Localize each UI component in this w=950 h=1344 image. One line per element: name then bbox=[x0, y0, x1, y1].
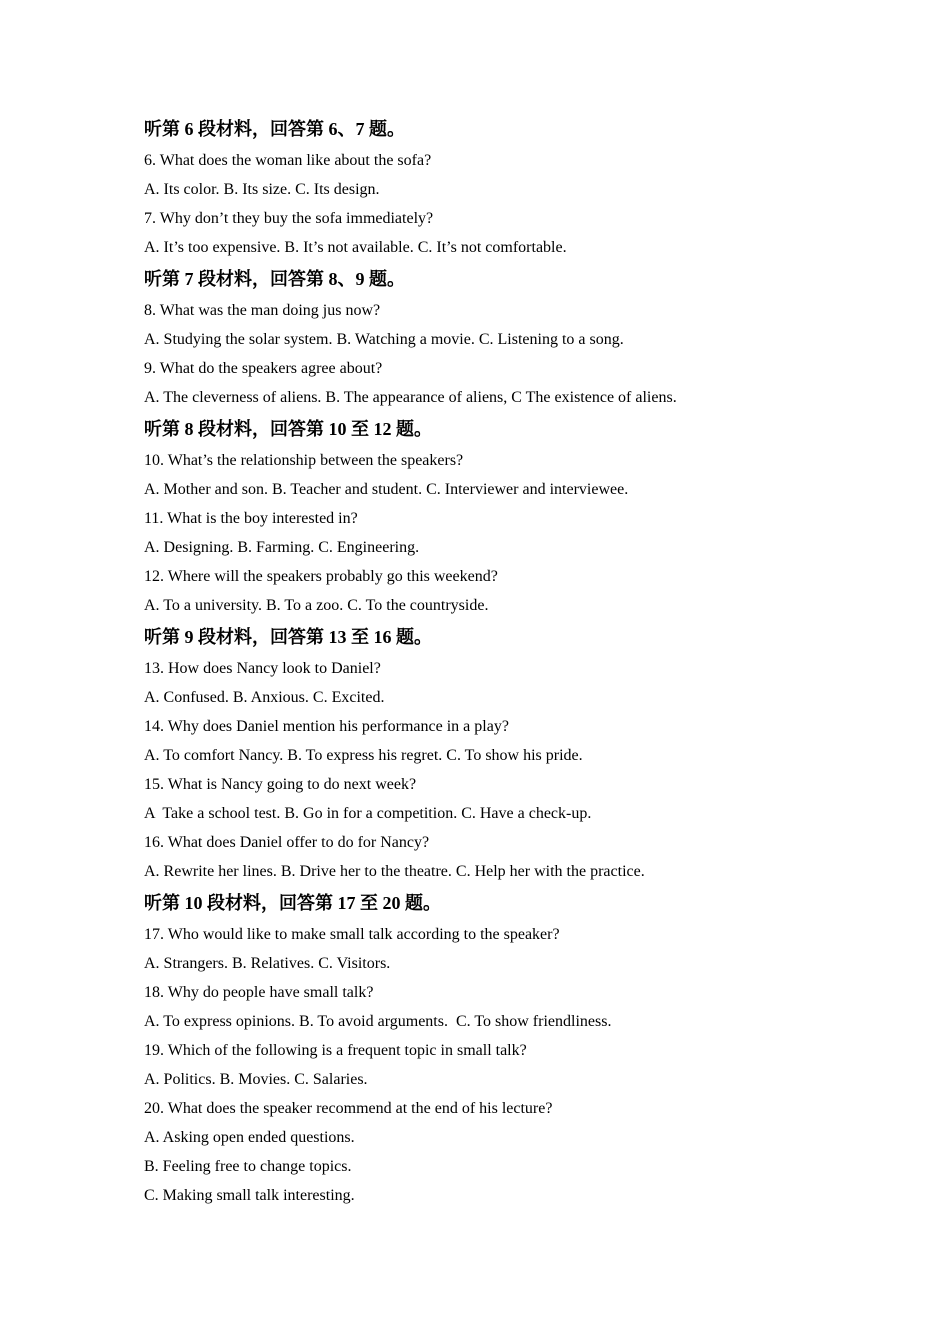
section-passage-8 bbox=[144, 412, 884, 620]
answer-options: A. The cleverness of aliens. B. The appearance of aliens, C The existence of aliens. bbox=[144, 389, 677, 406]
section-heading: 听第 10 段材料，回答第 17 至 20 题。 bbox=[144, 893, 441, 913]
question-text: 8. What was the man doing jus now? bbox=[144, 302, 381, 319]
answer-option: C. Making small talk interesting. bbox=[144, 1187, 355, 1204]
question-text: 6. What does the woman like about the sofa? bbox=[144, 152, 432, 169]
question-text: 9. What do the speakers agree about? bbox=[144, 360, 383, 377]
answer-options: A. Strangers. B. Relatives. C. Visitors. bbox=[144, 955, 391, 972]
answer-options: A Take a school test. B. Go in for a competition. C. Have a check-up. bbox=[144, 805, 592, 822]
answer-options: A. To comfort Nancy. B. To express his regret. C. To show his pride. bbox=[144, 747, 583, 764]
section-heading: 听第 8 段材料，回答第 10 至 12 题。 bbox=[144, 419, 432, 439]
question-text: 15. What is Nancy going to do next week? bbox=[144, 776, 417, 793]
section-passage-6 bbox=[144, 112, 884, 262]
document-page bbox=[144, 112, 884, 1210]
section-passage-7 bbox=[144, 262, 884, 412]
question-text: 18. Why do people have small talk? bbox=[144, 984, 374, 1001]
section-heading: 听第 6 段材料，回答第 6、7 题。 bbox=[144, 119, 405, 139]
question-text: 10. What’s the relationship between the speakers? bbox=[144, 452, 464, 469]
question-text: 12. Where will the speakers probably go this weekend? bbox=[144, 568, 498, 585]
answer-options: A. To a university. B. To a zoo. C. To the countryside. bbox=[144, 597, 489, 614]
answer-options: A. Mother and son. B. Teacher and student. C. Interviewer and interviewee. bbox=[144, 481, 629, 498]
question-text: 11. What is the boy interested in? bbox=[144, 510, 358, 527]
question-text: 16. What does Daniel offer to do for Nancy? bbox=[144, 834, 430, 851]
answer-options: A. To express opinions. B. To avoid arguments. C. To show friendliness. bbox=[144, 1013, 612, 1030]
answer-options: A. It’s too expensive. B. It’s not available. C. It’s not comfortable. bbox=[144, 239, 567, 256]
section-heading: 听第 9 段材料，回答第 13 至 16 题。 bbox=[144, 627, 432, 647]
question-text: 13. How does Nancy look to Daniel? bbox=[144, 660, 381, 677]
answer-option: A. Asking open ended questions. bbox=[144, 1129, 355, 1146]
question-text: 17. Who would like to make small talk according to the speaker? bbox=[144, 926, 560, 943]
answer-option: B. Feeling free to change topics. bbox=[144, 1158, 352, 1175]
answer-options: A. Studying the solar system. B. Watching a movie. C. Listening to a song. bbox=[144, 331, 624, 348]
section-passage-9 bbox=[144, 620, 884, 886]
question-text: 19. Which of the following is a frequent topic in small talk? bbox=[144, 1042, 527, 1059]
answer-options: A. Rewrite her lines. B. Drive her to the theatre. C. Help her with the practice. bbox=[144, 863, 645, 880]
question-text: 20. What does the speaker recommend at the end of his lecture? bbox=[144, 1100, 553, 1117]
question-text: 7. Why don’t they buy the sofa immediately? bbox=[144, 210, 434, 227]
section-heading: 听第 7 段材料，回答第 8、9 题。 bbox=[144, 269, 405, 289]
answer-options: A. Designing. B. Farming. C. Engineering. bbox=[144, 539, 420, 556]
answer-options: A. Its color. B. Its size. C. Its design. bbox=[144, 181, 380, 198]
answer-options: A. Politics. B. Movies. C. Salaries. bbox=[144, 1071, 368, 1088]
section-passage-10 bbox=[144, 886, 884, 1210]
question-text: 14. Why does Daniel mention his performance in a play? bbox=[144, 718, 509, 735]
answer-options: A. Confused. B. Anxious. C. Excited. bbox=[144, 689, 385, 706]
